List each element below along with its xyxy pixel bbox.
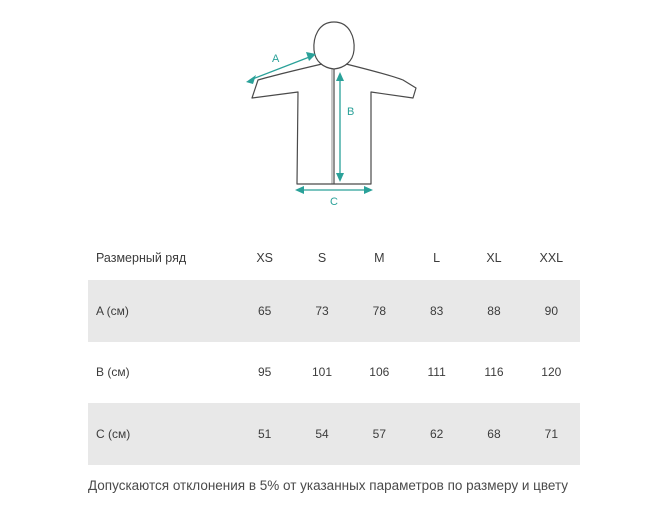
tolerance-footnote: Допускаются отклонения в 5% от указанных параметров по размеру и цвету <box>88 478 569 493</box>
header-xs: XS <box>256 251 273 265</box>
hood-outline <box>314 22 354 69</box>
table-cell: 57 <box>351 403 408 465</box>
header-size-range: Размерный ряд <box>96 251 187 265</box>
table-cell: 101 <box>311 365 332 380</box>
table-cell: 78 <box>351 280 408 342</box>
table-cell: 120 <box>541 365 562 380</box>
table-cell: 116 <box>484 365 504 380</box>
header-xxl: XXL <box>539 251 564 265</box>
table-cell: 88 <box>465 280 522 342</box>
header-l: L <box>433 251 441 265</box>
label-b: B <box>347 106 355 118</box>
size-table <box>88 236 580 465</box>
header-m: M <box>374 251 385 265</box>
table-cell: 95 <box>257 365 272 380</box>
table-cell: 65 <box>236 280 293 342</box>
table-row <box>88 280 580 342</box>
garment-measurement-diagram <box>0 0 668 225</box>
row-label-a: A (см) <box>88 280 236 342</box>
table-cell: 111 <box>427 365 446 380</box>
table-row <box>88 342 580 404</box>
table-row <box>88 403 580 465</box>
table-cell: 68 <box>465 403 522 465</box>
measure-b <box>336 72 344 182</box>
table-cell: 54 <box>293 403 350 465</box>
row-label-b: B (см) <box>96 365 130 380</box>
header-xl: XL <box>486 251 502 265</box>
table-cell: 71 <box>523 403 580 465</box>
table-header-row <box>88 236 580 280</box>
row-label-c: C (см) <box>88 403 236 465</box>
label-c: C <box>330 196 338 208</box>
table-cell: 51 <box>236 403 293 465</box>
label-a: A <box>272 53 280 65</box>
header-s: S <box>317 251 327 265</box>
measure-c <box>295 186 373 194</box>
table-cell: 83 <box>408 280 465 342</box>
table-cell: 73 <box>293 280 350 342</box>
table-cell: 90 <box>523 280 580 342</box>
table-cell: 62 <box>408 403 465 465</box>
table-cell: 106 <box>369 365 390 380</box>
